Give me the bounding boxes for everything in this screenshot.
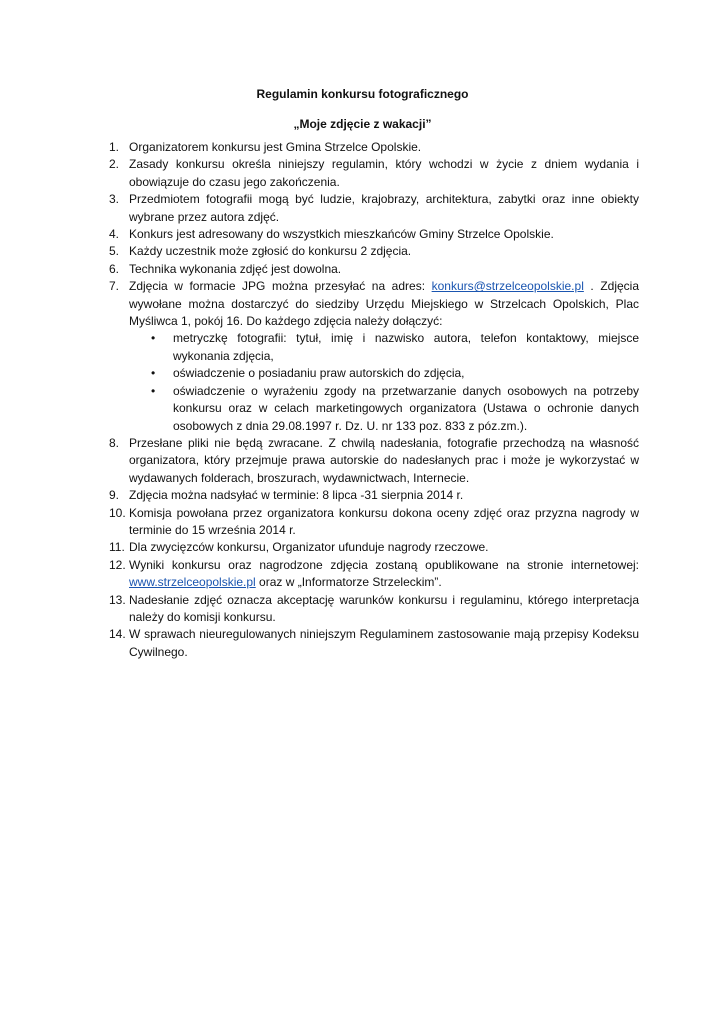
rule-number: 8. bbox=[109, 435, 120, 450]
document-subtitle: „Moje zdjęcie z wakacji” bbox=[293, 117, 432, 131]
rule-item bbox=[109, 626, 639, 661]
rule-text: Zdjęcia można nadsyłać w terminie: 8 lipca -31 sierpnia 2014 r. bbox=[129, 488, 464, 503]
rule-text: oraz w „Informatorze Strzeleckim”. bbox=[255, 575, 442, 590]
rule-item bbox=[109, 226, 639, 243]
rule-text: Zasady konkursu określa niniejszy regulamin, który wchodzi w życie z dniem wydania i obowiązuje do czasu jego zakończenia. bbox=[129, 157, 639, 189]
rule-number: 12. bbox=[109, 557, 126, 572]
rule-item bbox=[109, 243, 639, 260]
bullet-item bbox=[129, 365, 639, 382]
rule-text: Konkurs jest adresowany do wszystkich mieszkańców Gminy Strzelce Opolskie. bbox=[129, 227, 554, 242]
document-title: Regulamin konkursu fotograficznego bbox=[256, 87, 469, 101]
rule-text: W sprawach nieuregulowanych niniejszym Regulaminem zastosowanie mają przepisy Kodeksu Cywilnego. bbox=[129, 627, 639, 659]
bullet-icon: • bbox=[151, 366, 156, 381]
rule-item bbox=[109, 191, 639, 226]
rule-number: 9. bbox=[109, 488, 120, 503]
bullet-icon: • bbox=[151, 331, 156, 346]
rule-item bbox=[109, 592, 639, 627]
rule-text: Przesłane pliki nie będą zwracane. Z chwilą nadesłania, fotografie przechodzą na własność organizatora, który przejmuje prawa autorskie do nadesłanych prac i może je wykorzystać w wydawanych folderach, broszurach, wydawnictwach, Internecie. bbox=[129, 435, 639, 485]
rule-text: Wyniki konkursu oraz nagrodzone zdjęcia zostaną opublikowane na stronie internetowej: bbox=[129, 557, 639, 572]
rule-number: 14. bbox=[109, 627, 126, 642]
rule-item bbox=[109, 435, 639, 487]
rule-number: 4. bbox=[109, 227, 120, 242]
rule-number: 3. bbox=[109, 192, 120, 207]
rule-text: Zdjęcia w formacie JPG można przesyłać na adres: bbox=[129, 279, 432, 294]
rules-list bbox=[109, 139, 639, 661]
rule-text: Technika wykonania zdjęć jest dowolna. bbox=[129, 261, 342, 276]
rule-text: Każdy uczestnik może zgłosić do konkursu 2 zdjęcia. bbox=[129, 244, 412, 259]
rule-item bbox=[109, 139, 639, 156]
bullet-item bbox=[129, 330, 639, 365]
rule-text: Organizatorem konkursu jest Gmina Strzelce Opolskie. bbox=[129, 140, 422, 154]
rule-number: 11. bbox=[109, 540, 125, 555]
rule-number: 2. bbox=[109, 157, 120, 172]
rule-item bbox=[109, 487, 639, 504]
bullet-text: oświadczenie o posiadaniu praw autorskich do zdjęcia, bbox=[173, 366, 465, 381]
rule-item bbox=[109, 557, 639, 592]
rule-number: 1. bbox=[109, 140, 120, 154]
rule-item bbox=[109, 505, 639, 540]
rule-item bbox=[109, 156, 639, 191]
rule-text: Dla zwycięzców konkursu, Organizator ufunduje nagrody rzeczowe. bbox=[129, 540, 489, 555]
bullet-icon: • bbox=[151, 383, 156, 398]
rule-text: Nadesłanie zdjęć oznacza akceptację warunków konkursu i regulaminu, którego interpretacja należy do komisji konkursu. bbox=[129, 592, 639, 624]
website-link[interactable]: www.strzelceopolskie.pl bbox=[129, 575, 256, 590]
attachment-bullet-list bbox=[129, 330, 639, 434]
email-link[interactable]: konkurs@strzelceopolskie.pl bbox=[431, 279, 584, 294]
bullet-text: metryczkę fotografii: tytuł, imię i nazwisko autora, telefon kontaktowy, miejsce wykonania zdjęcia, bbox=[173, 331, 639, 363]
rule-number: 10. bbox=[109, 505, 126, 520]
rule-item bbox=[109, 539, 639, 556]
rule-number: 6. bbox=[109, 261, 120, 276]
rule-number: 13. bbox=[109, 592, 126, 607]
rule-number: 5. bbox=[109, 244, 120, 259]
rule-number: 7. bbox=[109, 279, 120, 294]
rule-item bbox=[109, 261, 639, 278]
rule-item bbox=[109, 278, 639, 435]
rule-text: Komisja powołana przez organizatora konkursu dokona oceny zdjęć oraz przyzna nagrody w terminie do 15 września 2014 r. bbox=[129, 505, 639, 537]
rule-text: . Zdjęcia wywołane można dostarczyć do siedziby Urzędu Miejskiego w Strzelcach Opolskich, Plac Myśliwca 1, pokój 16. Do każdego zdjęcia należy dołączyć: bbox=[129, 279, 640, 329]
rule-text: Przedmiotem fotografii mogą być ludzie, krajobrazy, architektura, zabytki oraz inne obiekty wybrane przez autora zdjęć. bbox=[129, 192, 639, 224]
bullet-text: oświadczenie o wyrażeniu zgody na przetwarzanie danych osobowych na potrzeby konkursu oraz w celach marketingowych organizatora (Ustawa o ochronie danych osobowych z dnia 29.08.1997 r. Dz. U. nr 133 poz. 833 z póz.zm.). bbox=[173, 383, 639, 433]
bullet-item bbox=[129, 383, 639, 435]
